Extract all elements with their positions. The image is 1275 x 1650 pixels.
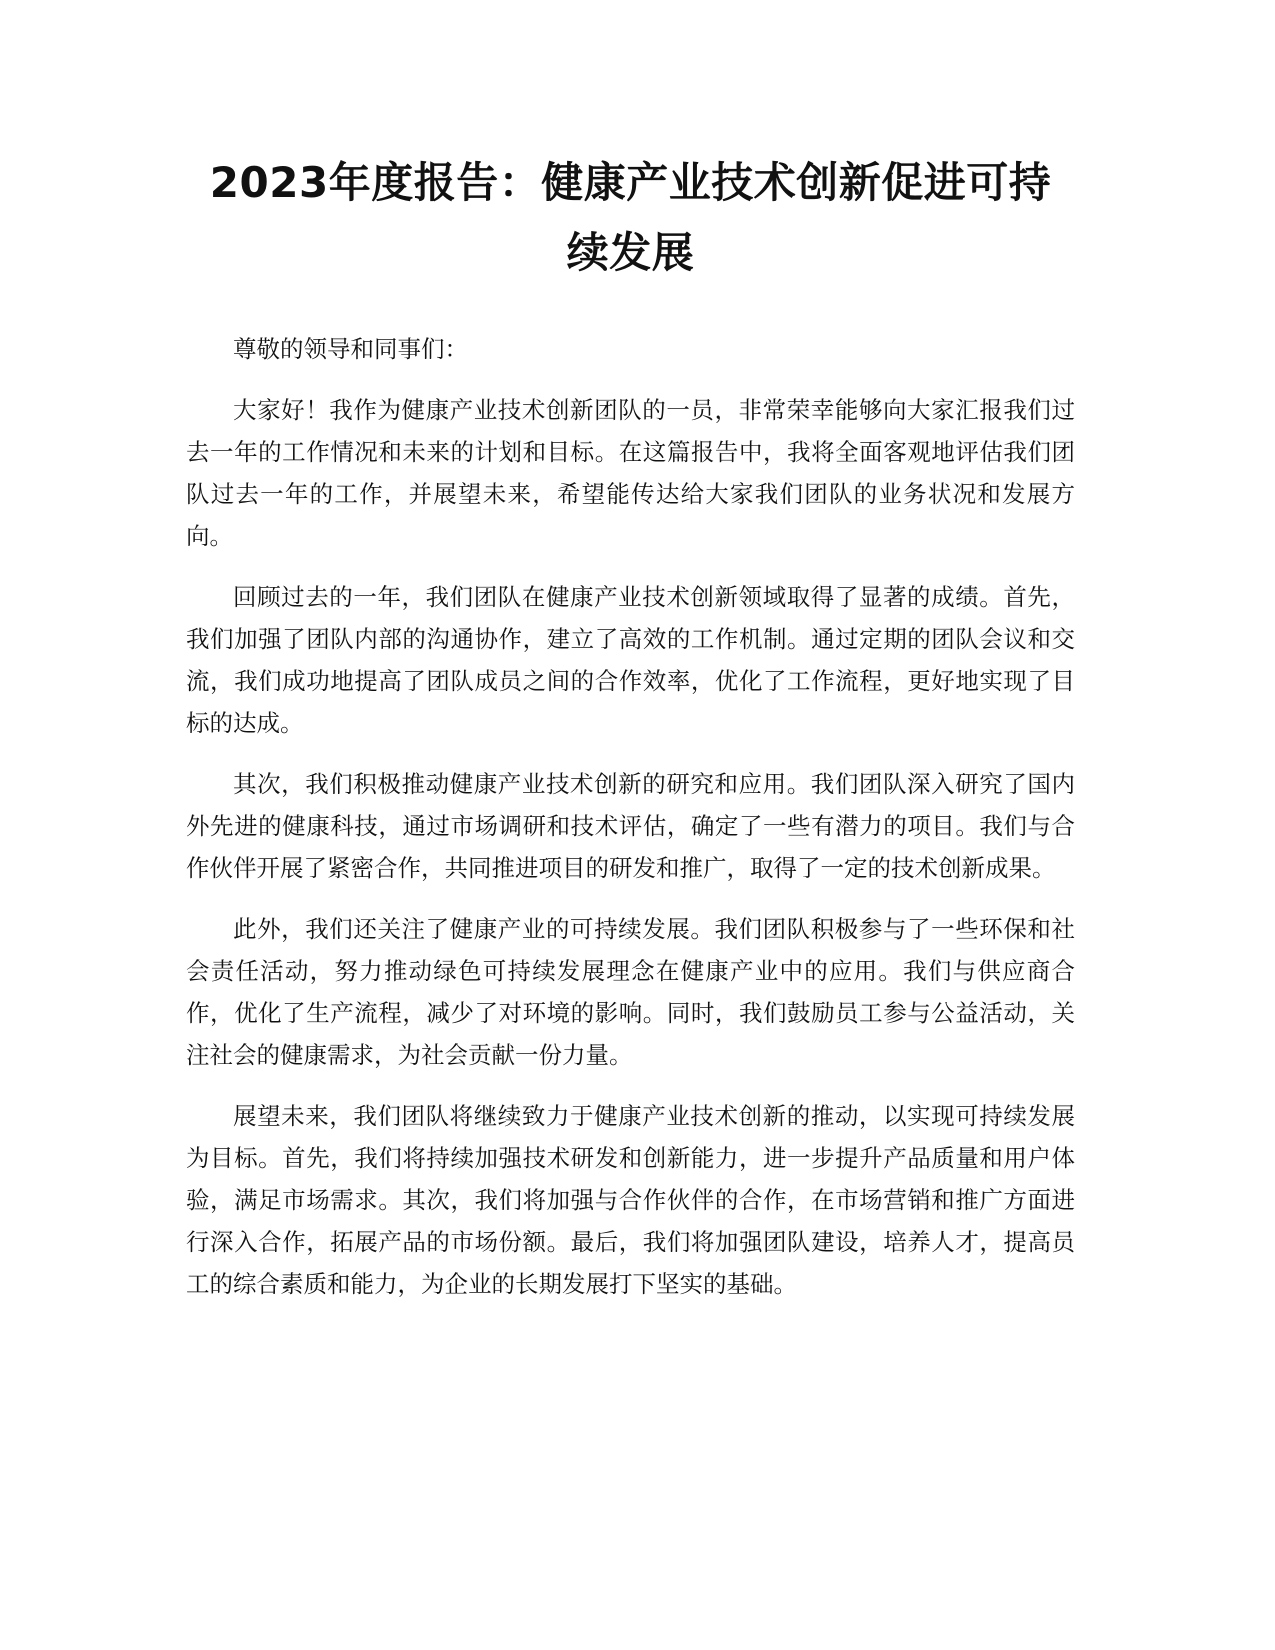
paragraph-review: 回顾过去的一年，我们团队在健康产业技术创新领域取得了显著的成绩。首先，我们加强了团队内部的沟通协作，建立了高效的工作机制。通过定期的团队会议和交流，我们成功地提高了团队成员之间的合作效率，优化了工作流程，更好地实现了目标的达成。 (186, 583, 1075, 737)
document-title (186, 148, 1075, 288)
title-line-2: 续发展 (566, 228, 695, 277)
document-body (186, 328, 1075, 1305)
paragraph-research: 其次，我们积极推动健康产业技术创新的研究和应用。我们团队深入研究了国内外先进的健康科技，通过市场调研和技术评估，确定了一些有潜力的项目。我们与合作伙伴开展了紧密合作，共同推进项目的研发和推广，取得了一定的技术创新成果。 (186, 770, 1075, 882)
salutation: 尊敬的领导和同事们： (233, 335, 468, 363)
title-line-1: 2023年度报告：健康产业技术创新促进可持 (209, 158, 1052, 207)
paragraph-outlook: 展望未来，我们团队将继续致力于健康产业技术创新的推动，以实现可持续发展为目标。首先，我们将持续加强技术研发和创新能力，进一步提升产品质量和用户体验，满足市场需求。其次，我们将加强与合作伙伴的合作，在市场营销和推广方面进行深入合作，拓展产品的市场份额。最后，我们将加强团队建设，培养人才，提高员工的综合素质和能力，为企业的长期发展打下坚实的基础。 (186, 1102, 1075, 1298)
paragraph-intro: 大家好！我作为健康产业技术创新团队的一员，非常荣幸能够向大家汇报我们过去一年的工作情况和未来的计划和目标。在这篇报告中，我将全面客观地评估我们团队过去一年的工作，并展望未来，希望能传达给大家我们团队的业务状况和发展方向。 (186, 396, 1075, 550)
paragraph-sustainability: 此外，我们还关注了健康产业的可持续发展。我们团队积极参与了一些环保和社会责任活动，努力推动绿色可持续发展理念在健康产业中的应用。我们与供应商合作，优化了生产流程，减少了对环境的影响。同时，我们鼓励员工参与公益活动，关注社会的健康需求，为社会贡献一份力量。 (186, 915, 1075, 1069)
